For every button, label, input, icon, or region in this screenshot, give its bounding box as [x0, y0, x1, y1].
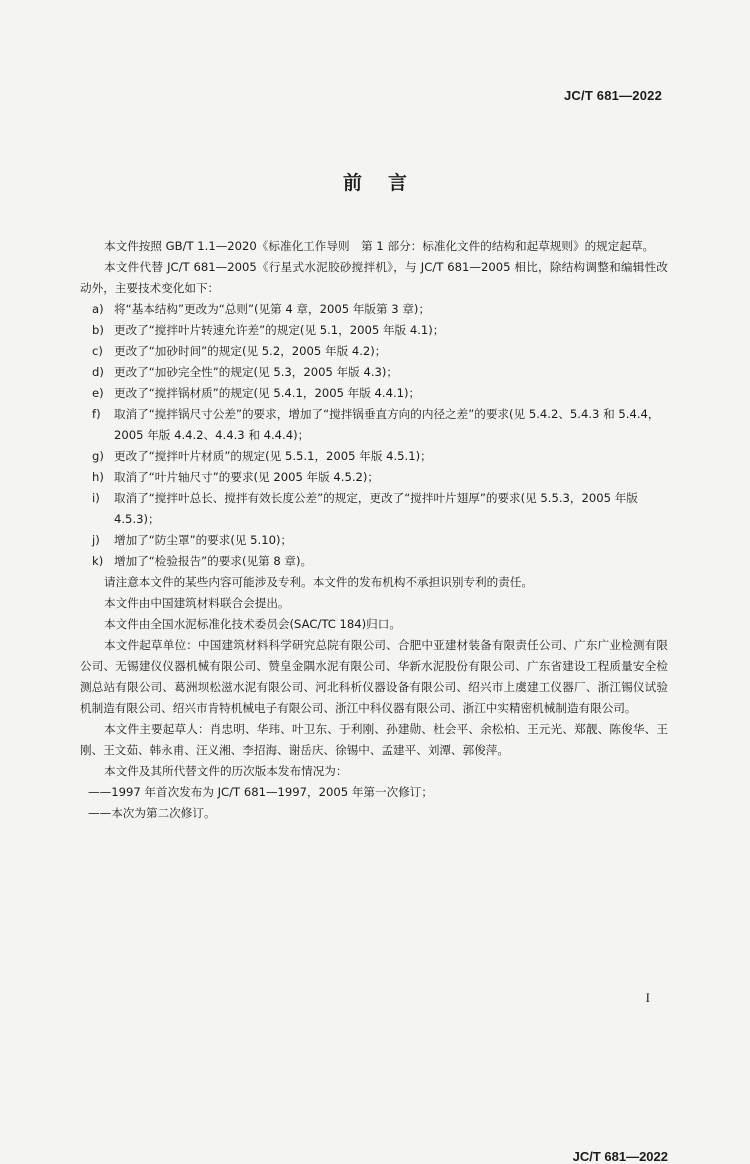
list-item-text: 更改了“搅拌锅材质”的规定(见 5.4.1，2005 年版 4.4.1)； — [114, 386, 421, 400]
list-item-text: 更改了“加砂时间”的规定(见 5.2，2005 年版 4.2)； — [114, 344, 387, 358]
list-item — [80, 446, 668, 467]
paragraph-drafting-rules: 本文件按照 GB/T 1.1—2020《标准化工作导则 第 1 部分：标准化文件的结构和起草规则》的规定起草。 — [104, 239, 655, 253]
list-item-label: b) — [92, 323, 104, 337]
list-item-text: 更改了“搅拌叶片转速允许差”的规定(见 5.1，2005 年版 4.1)； — [114, 323, 445, 337]
paragraph-replaces: 本文件代替 JC/T 681—2005《行星式水泥胶砂搅拌机》，与 JC/T 681—2005 相比，除结构调整和编辑性改动外，主要技术变化如下： — [80, 260, 668, 295]
list-item-text: 增加了“检验报告”的要求(见第 8 章)。 — [114, 554, 313, 568]
history-item: ——本次为第二次修订。 — [88, 806, 216, 820]
list-item — [80, 530, 668, 551]
list-item — [80, 488, 668, 530]
list-item-label: k) — [92, 554, 104, 568]
footer-standard-code: JC/T 681—2022 — [572, 1149, 668, 1164]
paragraph-under-jurisdiction: 本文件由全国水泥标准化技术委员会(SAC/TC 184)归口。 — [104, 617, 401, 631]
list-item-text: 取消了“搅拌锅尺寸公差”的要求，增加了“搅拌锅垂直方向的内径之差”的要求(见 5.4.2、5.4.3 和 5.4.4，2005 年版 4.4.2、4.4.3 和 4.4.4)； — [114, 407, 660, 442]
history-item: ——1997 年首次发布为 JC/T 681—1997，2005 年第一次修订； — [88, 785, 433, 799]
paragraph-history-intro: 本文件及其所代替文件的历次版本发布情况为： — [104, 764, 348, 778]
list-item — [80, 551, 668, 572]
list-item-label: j) — [92, 533, 100, 547]
list-item — [80, 467, 668, 488]
list-item-label: g) — [92, 449, 104, 463]
list-item-label: f) — [92, 407, 101, 421]
list-item-text: 增加了“防尘罩”的要求(见 5.10)； — [114, 533, 293, 547]
list-item-label: c) — [92, 344, 103, 358]
list-item — [80, 404, 668, 446]
list-item-label: h) — [92, 470, 104, 484]
list-item-text: 更改了“搅拌叶片材质”的规定(见 5.5.1，2005 年版 4.5.1)； — [114, 449, 432, 463]
header-standard-code: JC/T 681—2022 — [564, 88, 662, 103]
list-item-text: 取消了“搅拌叶总长、搅拌有效长度公差”的规定，更改了“搅拌叶片翅厚”的要求(见 5.5.3，2005 年版 4.5.3)； — [114, 491, 638, 526]
paragraph-patent-notice: 请注意本文件的某些内容可能涉及专利。本文件的发布机构不承担识别专利的责任。 — [104, 575, 533, 589]
list-item-text: 将“基本结构”更改为“总则”(见第 4 章，2005 年版第 3 章)； — [114, 302, 431, 316]
paragraph-proposed-by: 本文件由中国建筑材料联合会提出。 — [104, 596, 290, 610]
list-item — [80, 299, 668, 320]
page-number: I — [645, 990, 650, 1005]
list-item-text: 取消了“叶片轴尺寸”的要求(见 2005 年版 4.5.2)； — [114, 470, 380, 484]
list-item — [80, 320, 668, 341]
list-item-label: a) — [92, 302, 104, 316]
list-item-label: e) — [92, 386, 104, 400]
list-item — [80, 341, 668, 362]
foreword-body — [80, 236, 668, 824]
page-title: 前言 — [342, 172, 433, 194]
list-item-label: i) — [92, 491, 100, 505]
list-item-label: d) — [92, 365, 104, 379]
list-item — [80, 383, 668, 404]
list-item — [80, 362, 668, 383]
list-item-text: 更改了“加砂完全性”的规定(见 5.3，2005 年版 4.3)； — [114, 365, 398, 379]
paragraph-drafters: 本文件主要起草人：肖忠明、华玮、叶卫东、于利刚、孙建勋、杜会平、余松柏、王元光、郑靓、陈俊华、王刚、王文茹、韩永甫、汪义湘、李招海、谢岳庆、徐锡中、孟建平、刘潭、郭俊萍。 — [80, 722, 668, 757]
changes-list — [80, 299, 668, 572]
paragraph-drafting-units: 本文件起草单位：中国建筑材料科学研究总院有限公司、合肥中亚建材装备有限责任公司、广东广业检测有限公司、无锡建仪仪器机械有限公司、赞皇金隅水泥有限公司、华新水泥股份有限公司、广东省建设工程质量安全检测总站有限公司、葛洲坝松滋水泥有限公司、河北科析仪器设备有限公司、绍兴市上虞建工仪器厂、浙江锡仪试验机制造有限公司、绍兴市肯特机械电子有限公司、浙江中科仪器有限公司、浙江中实精密机械制造有限公司。 — [80, 638, 668, 715]
